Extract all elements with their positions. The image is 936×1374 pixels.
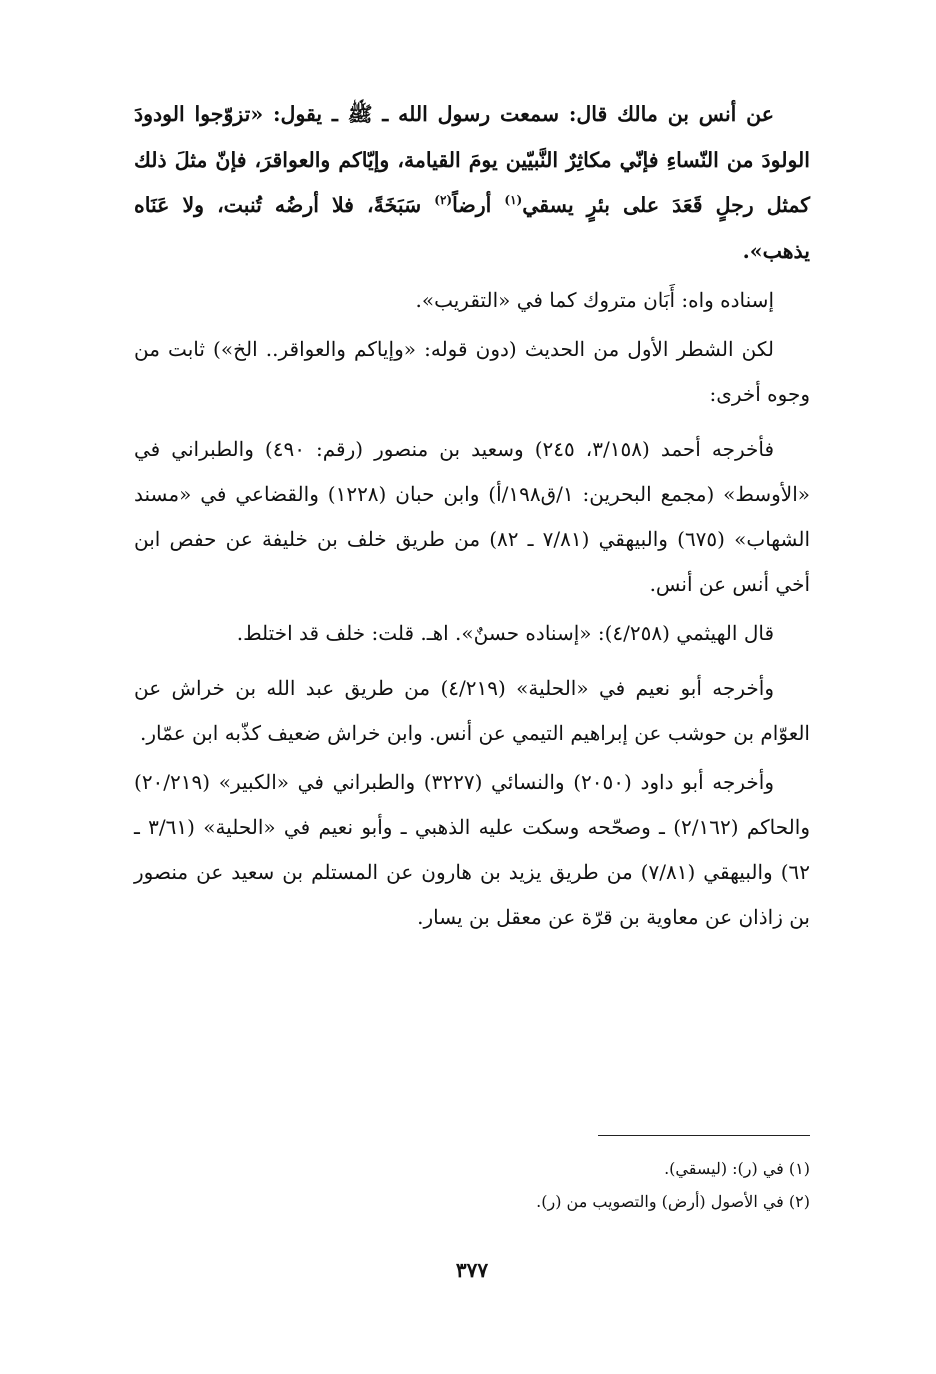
haythami-paragraph: قال الهيثمي (٤/٢٥٨): «إسناده حسنٌ». اهـ. قلت: خلف قد اختلط. <box>236 621 774 645</box>
footnote-mark-1: (١) <box>504 193 523 208</box>
hadith-text-b: أرضاً <box>452 193 505 217</box>
footnote-divider <box>598 1135 810 1136</box>
hadith-text-c: سَبَخَةً، فلا أرضُه تُنبت، ولا عَنَاه يذهب». <box>134 193 810 263</box>
isnad-paragraph: إسناده واه: أَبَان متروك كما في «التقريب». <box>415 288 774 312</box>
page-body <box>134 92 810 1332</box>
takhrij-abu-dawud-paragraph: وأخرجه أبو داود (٢٠٥٠) والنسائي (٣٢٢٧) والطبراني في «الكبير» (٢٠/٢١٩) والحاكم (٢/١٦٢) ـ وصحّحه وسكت عليه الذهبي ـ وأبو نعيم في «الحلية» (٣/٦١ ـ ٦٢) والبيهقي (٧/٨١) من طريق يزيد بن هارون عن المستلم بن سعيد عن منصور بن زاذان عن معاوية بن قرّة عن معقل بن يسار. <box>134 770 810 929</box>
footnote-mark-2: (٢) <box>434 193 453 208</box>
shatr-paragraph: لكن الشطر الأول من الحديث (دون قوله: «وإياكم والعواقر.. الخ») ثابت من وجوه أخرى: <box>134 337 810 406</box>
takhrij-ahmad-paragraph: فأخرجه أحمد (٣/١٥٨، ٢٤٥) وسعيد بن منصور (رقم: ٤٩٠) والطبراني في «الأوسط» (مجمع البحرين: ١/ق١٩٨/أ) وابن حبان (١٢٢٨) والقضاعي في «مسند الشهاب» (٦٧٥) والبيهقي (٧/٨١ ـ ٨٢) من طريق خلف بن خليفة عن حفص ابن أخي أنس عن أنس. <box>134 437 810 596</box>
hadith-paragraph <box>134 92 810 274</box>
footnote-1: (١) في (ر): (ليسقي). <box>664 1159 810 1178</box>
page-number: ٣٧٧ <box>455 1258 489 1282</box>
takhrij-abu-nuaym-paragraph: وأخرجه أبو نعيم في «الحلية» (٤/٢١٩) من طريق عبد الله بن خراش عن العوّام بن حوشب عن إبراهيم التيمي عن أنس. وابن خراش ضعيف كذّبه ابن عمّار. <box>134 676 810 745</box>
hadith-text-a: عن أنس بن مالك قال: سمعت رسول الله ـ ﷺ ـ يقول: «تزوّجوا الودودَ الولودَ من النّساءِ فإنّي مكاثِرٌ النَّبيّين يومَ القيامة، وإيّاكم والعواقرَ، فإنّ مثلَ ذلك كمثل رجلٍ قَعَدَ على بئرٍ يسقي <box>134 102 811 217</box>
footnote-2: (٢) في الأصول (أرض) والتصويب من (ر). <box>536 1192 810 1211</box>
footnotes <box>134 1152 810 1218</box>
